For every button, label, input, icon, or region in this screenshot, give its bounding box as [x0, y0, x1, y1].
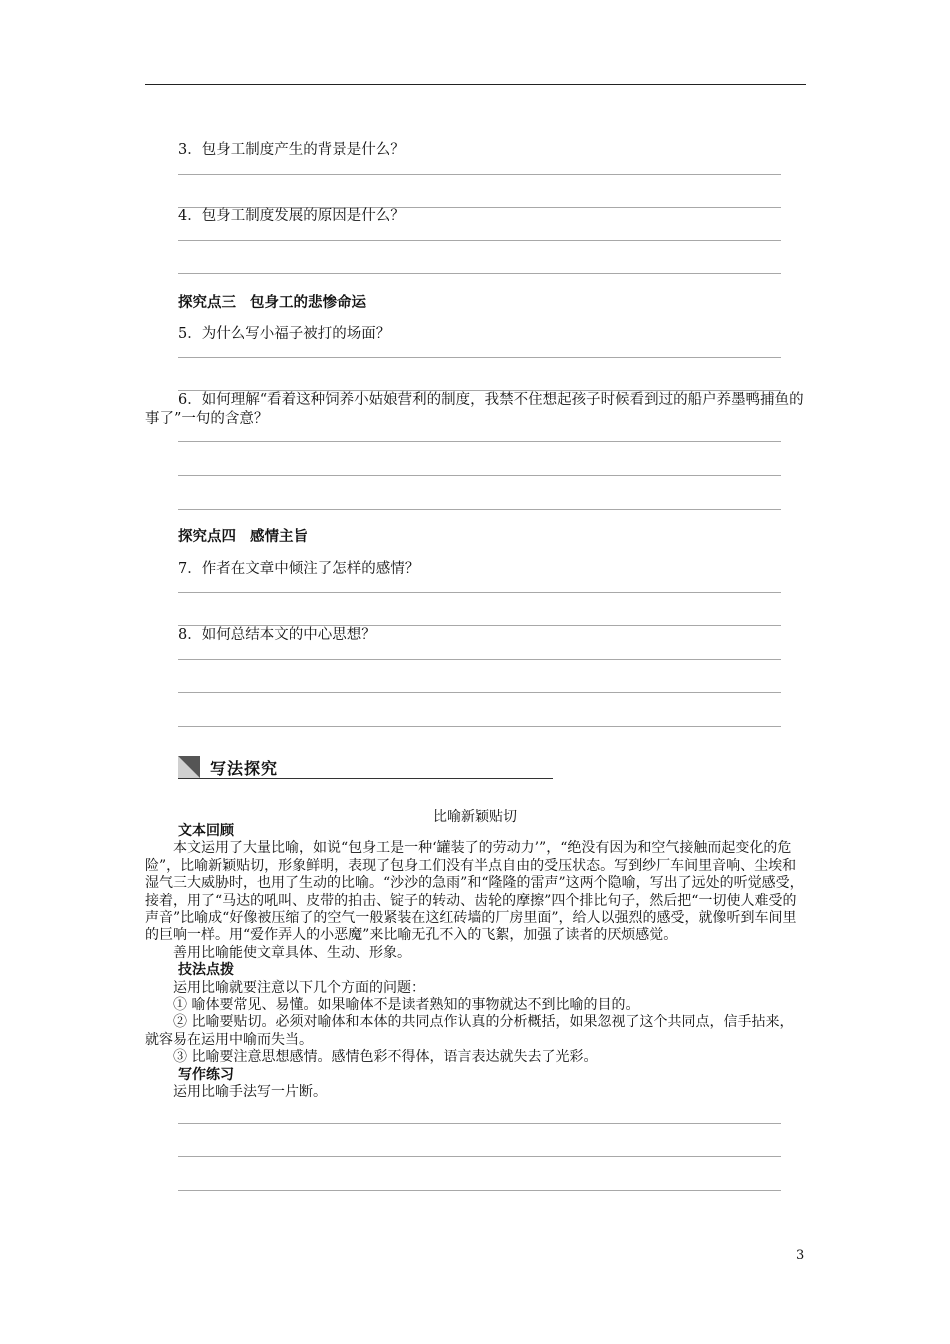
answer-line[interactable] [178, 726, 781, 727]
paragraph: 运用比喻手法写一片断。 [173, 1084, 327, 1101]
answer-line[interactable] [178, 357, 781, 358]
answer-line[interactable] [178, 240, 781, 241]
question-7: 7．作者在文章中倾注了怎样的感情？ [178, 561, 420, 577]
heading-label: 探究点三 [178, 295, 236, 311]
heading-title: 包身工的悲惨命运 [250, 295, 366, 311]
answer-line[interactable] [178, 1123, 781, 1124]
answer-line[interactable] [178, 1190, 781, 1191]
answer-line[interactable] [178, 592, 781, 593]
question-5: 5．为什么写小福子被打的场面？ [178, 326, 391, 342]
answer-line[interactable] [178, 273, 781, 274]
article-body [145, 823, 806, 1102]
section-heading-point4 [178, 525, 308, 546]
page-number: 3 [796, 1248, 805, 1263]
question-6: 6．如何理解“看着这种饲养小姑娘营利的制度，我禁不住想起孩子时候看到过的船户养墨鸭捕鱼的事了”一句的含意？ [145, 392, 804, 427]
section-heading-point3 [178, 291, 366, 312]
tip-item: ② 比喻要贴切。必须对喻体和本体的共同点作认真的分析概括，如果忽视了这个共同点，信手拈来，就容易在运用中喻而失当。 [145, 1014, 794, 1048]
answer-line[interactable] [178, 692, 781, 693]
answer-line[interactable] [178, 659, 781, 660]
topic-title: 比喻新颖贴切 [433, 809, 517, 825]
paragraph: 善用比喻能使文章具体、生动、形象。 [173, 944, 411, 961]
tip-item: ③ 比喻要注意思想感情。感情色彩不得体，语言表达就失去了光彩。 [173, 1049, 598, 1066]
section-title: 写法探究 [210, 759, 279, 778]
header-rule [145, 84, 806, 85]
answer-line[interactable] [178, 475, 781, 476]
paragraph: 本文运用了大量比喻，如说“包身工是一种‘罐装了的劳动力’”，“绝没有因为和空气接触而起变化的危险”，比喻新颖贴切，形象鲜明，表现了包身工们没有半点自由的受压状态。写到纱厂车间里音响、尘埃和湿气三大威胁时，也用了生动的比喻。“沙沙的急雨”和“隆隆的雷声”这两个隐喻，写出了远处的听觉感受，接着，用了“马达的吼叫、皮带的拍击、锭子的转动、齿轮的摩擦”四个排比句子，然后把“一切使人难受的声音”比喻成“好像被压缩了的空气一般紧装在这红砖墙的厂房里面”，给人以强烈的感受，就像听到车间里的巨响一样。用“爱作弄人的小恶魔”来比喻无孔不入的飞絮，加强了读者的厌烦感觉。 [145, 840, 804, 944]
section-rule [178, 778, 553, 779]
heading-label: 探究点四 [178, 529, 236, 545]
section-banner [178, 754, 553, 780]
question-4: 4．包身工制度发展的原因是什么？ [178, 208, 405, 224]
answer-line[interactable] [178, 441, 781, 442]
tip-item: ① 喻体要常见、易懂。如果喻体不是读者熟知的事物就达不到比喻的目的。 [173, 997, 640, 1014]
question-8: 8．如何总结本文的中心思想？ [178, 627, 376, 643]
heading-title: 感情主旨 [250, 529, 308, 545]
banner-triangle-icon [178, 756, 200, 778]
question-3: 3．包身工制度产生的背景是什么？ [178, 142, 405, 158]
subheading-review: 文本回顾 [178, 823, 234, 839]
subheading-tips: 技法点拨 [178, 962, 234, 979]
answer-line[interactable] [178, 1156, 781, 1157]
paragraph: 运用比喻就要注意以下几个方面的问题： [173, 979, 425, 996]
subheading-practice: 写作练习 [178, 1066, 234, 1083]
answer-line[interactable] [178, 174, 781, 175]
answer-line[interactable] [178, 509, 781, 510]
